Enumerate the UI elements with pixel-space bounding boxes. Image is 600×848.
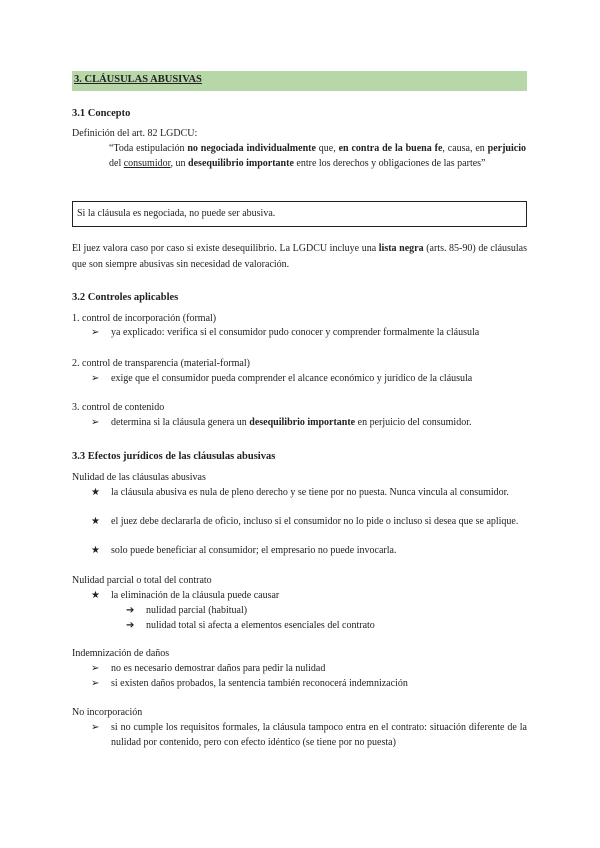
note-box [72, 201, 527, 227]
right-arrow-icon: ➔ [126, 620, 135, 631]
subheading-nulidad-parcial: Nulidad parcial o total del contrato [72, 575, 212, 586]
list-item: ★ solo puede beneficiar al consumidor; el empresario no puede invocarla. [91, 545, 397, 556]
lista-negra-paragraph: El juez valora caso por caso si existe desequilibrio. La LGDCU incluye una lista negra (arts. 85-90) de cláusulas que son siempre abusivas sin necesidad de valoración. [72, 243, 528, 270]
list-item: ★ el juez debe declararla de oficio, incluso si el consumidor no lo pide o incluso si desea que se aplique. [91, 516, 519, 527]
list-item: ➔ nulidad total si afecta a elementos esenciales del contrato [126, 620, 375, 631]
subheading-no-incorporacion: No incorporación [72, 707, 143, 718]
heading-efectos: 3.3 Efectos jurídicos de las cláusulas abusivas [72, 451, 276, 462]
arrow-bullet-icon: ➢ [91, 678, 100, 689]
arrow-bullet-icon: ➢ [91, 663, 100, 674]
section-title-bar [72, 71, 527, 91]
control-title: 2. control de transparencia (material-formal) [72, 358, 250, 369]
heading-concepto: 3.1 Concepto [72, 108, 131, 119]
list-item: ➢ si no cumple los requisitos formales, la cláusula tampoco entra en el contrato: situación diferente de la nulidad por contenido, pero con efecto idéntico (se tiene por no puesta) [91, 722, 527, 748]
list-item: ★ la cláusula abusiva es nula de pleno derecho y se tiene por no puesta. Nunca vincula al consumidor. [91, 487, 509, 498]
definition-line: Definición del art. 82 LGDCU: [72, 128, 198, 139]
list-item: ★ la eliminación de la cláusula puede causar [91, 590, 280, 601]
subheading-indemnizacion: Indemnización de daños [72, 648, 170, 659]
arrow-bullet-icon: ➢ [91, 373, 100, 384]
note-box-text: Si la cláusula es negociada, no puede ser abusiva. [77, 208, 276, 219]
list-item: ➔ nulidad parcial (habitual) [126, 605, 248, 616]
list-item: ➢ si existen daños probados, la sentencia también reconocerá indemnización [91, 678, 408, 689]
control-title: 3. control de contenido [72, 402, 165, 413]
subheading-nulidad: Nulidad de las cláusulas abusivas [72, 472, 206, 483]
arrow-bullet-icon: ➢ [91, 722, 100, 733]
heading-controles: 3.2 Controles aplicables [72, 292, 179, 303]
control-title: 1. control de incorporación (formal) [72, 313, 217, 324]
list-item: ➢ exige que el consumidor pueda comprender el alcance económico y jurídico de la cláusula [91, 373, 473, 384]
arrow-bullet-icon: ➢ [91, 417, 100, 428]
star-bullet-icon: ★ [91, 487, 100, 498]
star-bullet-icon: ★ [91, 516, 100, 527]
definition-quote: “Toda estipulación no negociada individualmente que, en contra de la buena fe, causa, en perjuicio del consumidor, un desequilibrio importante entre los derechos y obligaciones de las partes” [109, 143, 526, 169]
right-arrow-icon: ➔ [126, 605, 135, 616]
arrow-bullet-icon: ➢ [91, 327, 100, 338]
star-bullet-icon: ★ [91, 590, 100, 601]
star-bullet-icon: ★ [91, 545, 100, 556]
list-item: ➢ determina si la cláusula genera un desequilibrio importante en perjuicio del consumidor. [91, 417, 472, 428]
list-item: ➢ ya explicado: verifica si el consumidor pudo conocer y comprender formalmente la cláusula [91, 327, 480, 338]
list-item: ➢ no es necesario demostrar daños para pedir la nulidad [91, 663, 326, 674]
section-title: 3. CLÁUSULAS ABUSIVAS [74, 74, 202, 85]
